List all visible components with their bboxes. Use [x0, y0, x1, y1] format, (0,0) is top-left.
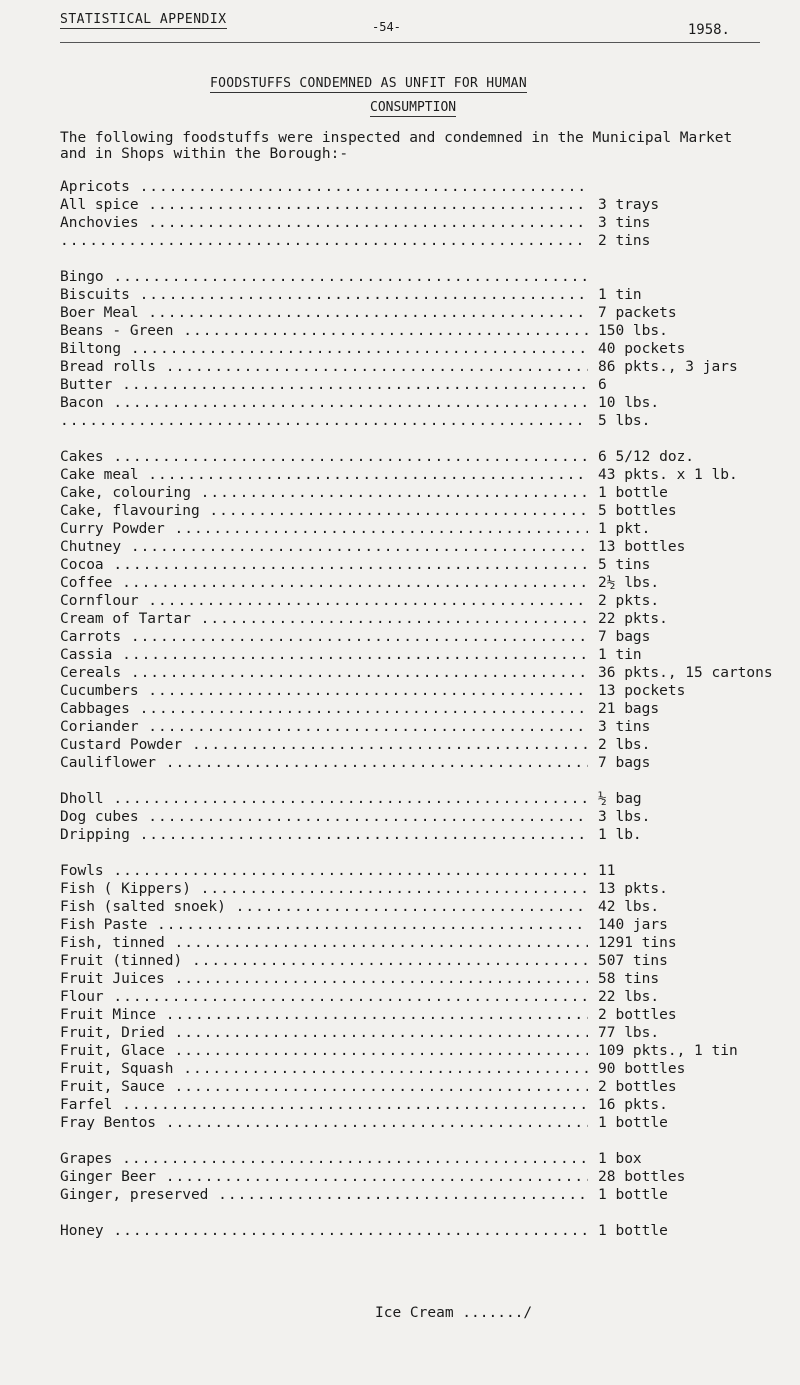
item-name: Boer Meal .....: [60, 304, 588, 322]
list-item: [60, 916, 790, 934]
item-quantity: 3 tins: [598, 215, 651, 231]
item-name: Bacon .....: [60, 394, 588, 412]
item-quantity: 5 lbs.: [598, 413, 651, 429]
list-item: [60, 214, 790, 232]
item-name: Custard Powder .....: [60, 736, 588, 754]
item-quantity: 6: [598, 377, 607, 393]
item-quantity: 3 lbs.: [598, 809, 651, 825]
item-name: Cucumbers .....: [60, 682, 588, 700]
list-item: [60, 394, 790, 412]
item-name: Fish, tinned .....: [60, 934, 588, 952]
item-name: Bread rolls .....: [60, 358, 588, 376]
page-number: -54-: [372, 20, 401, 34]
item-quantity: 1 bottle: [598, 1187, 668, 1203]
item-quantity: ½ bag: [598, 791, 642, 807]
item-quantity: 7 bags: [598, 755, 651, 771]
item-quantity: 2½ lbs.: [598, 575, 660, 591]
item-name: Chutney .....: [60, 538, 588, 556]
table-title-line2: CONSUMPTION: [370, 100, 457, 115]
list-item: [60, 466, 790, 484]
item-quantity: 2 tins: [598, 233, 651, 249]
item-quantity: 16 pkts.: [598, 1097, 668, 1113]
item-name: Cake, flavouring .....: [60, 502, 588, 520]
item-quantity: 21 bags: [598, 701, 660, 717]
item-name: Dog cubes .....: [60, 808, 588, 826]
item-name: Ginger, preserved .....: [60, 1186, 588, 1204]
item-name: Fish Paste .....: [60, 916, 588, 934]
item-name: Cocoa .....: [60, 556, 588, 574]
item-name: All spice .....: [60, 196, 588, 214]
item-quantity: 1 box: [598, 1151, 642, 1167]
list-item: [60, 718, 790, 736]
list-item: [60, 754, 790, 772]
list-item: [60, 952, 790, 970]
item-name: Grapes .....: [60, 1150, 588, 1168]
list-item: [60, 286, 790, 304]
item-quantity: 2 lbs.: [598, 737, 651, 753]
item-quantity: 1 bottle: [598, 1223, 668, 1239]
item-name: Biltong .....: [60, 340, 588, 358]
list-item: [60, 448, 790, 466]
group-spacer: [60, 1204, 790, 1222]
item-quantity: 77 lbs.: [598, 1025, 660, 1041]
item-quantity: 13 pockets: [598, 683, 686, 699]
list-item: [60, 682, 790, 700]
item-quantity: 40 pockets: [598, 341, 686, 357]
item-name: Coriander .....: [60, 718, 588, 736]
list-item: [60, 1114, 790, 1132]
list-item: [60, 358, 790, 376]
list-item: [60, 592, 790, 610]
list-item: [60, 340, 790, 358]
item-name: Fruit (tinned) .....: [60, 952, 588, 970]
item-quantity: 5 bottles: [598, 503, 677, 519]
item-name: Fruit, Sauce .....: [60, 1078, 588, 1096]
list-item: [60, 1078, 790, 1096]
item-name: Butter .....: [60, 376, 588, 394]
item-quantity: 1 pkt.: [598, 521, 651, 537]
list-item: [60, 610, 790, 628]
item-name: Cassia .....: [60, 646, 588, 664]
item-name: Ginger Beer .....: [60, 1168, 588, 1186]
list-item: [60, 988, 790, 1006]
item-quantity: 150 lbs.: [598, 323, 668, 339]
table-title: FOODSTUFFS CONDEMNED AS UNFIT FOR HUMAN: [210, 76, 527, 91]
item-name: Fruit, Glace .....: [60, 1042, 588, 1060]
item-name: Cereals .....: [60, 664, 588, 682]
group-spacer: [60, 844, 790, 862]
item-name: Fray Bentos .....: [60, 1114, 588, 1132]
item-quantity: 3 tins: [598, 719, 651, 735]
item-name: [60, 232, 588, 250]
item-quantity: 90 bottles: [598, 1061, 686, 1077]
item-name: Cake, colouring .....: [60, 484, 588, 502]
item-name: Fowls .....: [60, 862, 588, 880]
list-item: [60, 790, 790, 808]
item-name: [60, 412, 588, 430]
item-quantity: 507 tins: [598, 953, 668, 969]
item-quantity: 3 trays: [598, 197, 660, 213]
item-quantity: 1 bottle: [598, 1115, 668, 1131]
list-item: [60, 178, 790, 196]
item-quantity: 7 packets: [598, 305, 677, 321]
header-rule: [60, 42, 760, 43]
item-name: Fruit, Squash .....: [60, 1060, 588, 1078]
list-item: [60, 664, 790, 682]
list-item: [60, 826, 790, 844]
group-spacer: [60, 772, 790, 790]
list-item: [60, 934, 790, 952]
item-quantity: 11: [598, 863, 616, 879]
group-spacer: [60, 430, 790, 448]
list-item: [60, 1042, 790, 1060]
item-quantity: 58 tins: [598, 971, 660, 987]
item-name: Dripping .....: [60, 826, 588, 844]
item-quantity: 7 bags: [598, 629, 651, 645]
list-item: [60, 1024, 790, 1042]
item-name: Farfel .....: [60, 1096, 588, 1114]
item-name: Fruit, Dried .....: [60, 1024, 588, 1042]
item-name: Fish ( Kippers) .....: [60, 880, 588, 898]
item-name: Cake meal .....: [60, 466, 588, 484]
item-quantity: 2 bottles: [598, 1007, 677, 1023]
item-quantity: 1 lb.: [598, 827, 642, 843]
item-name: Carrots .....: [60, 628, 588, 646]
item-name: Curry Powder .....: [60, 520, 588, 538]
list-item: [60, 556, 790, 574]
item-quantity: 1 bottle: [598, 485, 668, 501]
list-item: [60, 736, 790, 754]
list-item: [60, 304, 790, 322]
list-item: [60, 412, 790, 430]
item-quantity: 2 bottles: [598, 1079, 677, 1095]
continuation-note: Ice Cream ......./: [375, 1305, 533, 1321]
list-item: [60, 520, 790, 538]
list-item: [60, 574, 790, 592]
group-spacer: [60, 250, 790, 268]
item-quantity: 6 5/12 doz.: [598, 449, 695, 465]
item-quantity: 22 lbs.: [598, 989, 660, 1005]
item-name: Cream of Tartar .....: [60, 610, 588, 628]
item-name: Flour .....: [60, 988, 588, 1006]
item-name: Cauliflower .....: [60, 754, 588, 772]
item-quantity: 109 pkts., 1 tin: [598, 1043, 738, 1059]
item-name: Beans - Green .....: [60, 322, 588, 340]
list-item: [60, 196, 790, 214]
item-name: Apricots .....: [60, 178, 588, 196]
list-item: [60, 1096, 790, 1114]
item-name: Cakes .....: [60, 448, 588, 466]
item-quantity: 140 jars: [598, 917, 668, 933]
item-quantity: 1 tin: [598, 287, 642, 303]
intro-paragraph: The following foodstuffs were inspected and condemned in the Municipal Market and in Shops within the Borough:-: [60, 130, 733, 162]
item-name: Dholl .....: [60, 790, 588, 808]
appendix-heading: STATISTICAL APPENDIX: [60, 12, 227, 27]
item-name: Fruit Mince .....: [60, 1006, 588, 1024]
list-item: [60, 646, 790, 664]
list-item: [60, 898, 790, 916]
item-quantity: 1 tin: [598, 647, 642, 663]
item-name: Biscuits .....: [60, 286, 588, 304]
item-quantity: 28 bottles: [598, 1169, 686, 1185]
item-name: Fruit Juices .....: [60, 970, 588, 988]
item-name: Coffee .....: [60, 574, 588, 592]
list-item: [60, 808, 790, 826]
list-item: [60, 1222, 790, 1240]
list-item: [60, 502, 790, 520]
list-item: [60, 376, 790, 394]
item-quantity: 22 pkts.: [598, 611, 668, 627]
list-item: [60, 268, 790, 286]
list-item: [60, 862, 790, 880]
foodstuffs-list: [60, 178, 790, 1240]
item-quantity: 36 pkts., 15 cartons: [598, 665, 773, 681]
list-item: [60, 1186, 790, 1204]
year-label: 1958.: [687, 22, 730, 38]
item-quantity: 1291 tins: [598, 935, 677, 951]
list-item: [60, 700, 790, 718]
item-quantity: 42 lbs.: [598, 899, 660, 915]
item-quantity: 10 lbs.: [598, 395, 660, 411]
item-name: Anchovies .....: [60, 214, 588, 232]
list-item: [60, 880, 790, 898]
item-quantity: 5 tins: [598, 557, 651, 573]
item-quantity: 86 pkts., 3 jars: [598, 359, 738, 375]
item-quantity: 2 pkts.: [598, 593, 660, 609]
list-item: [60, 232, 790, 250]
list-item: [60, 484, 790, 502]
item-name: Cabbages .....: [60, 700, 588, 718]
list-item: [60, 538, 790, 556]
item-name: Cornflour .....: [60, 592, 588, 610]
list-item: [60, 1060, 790, 1078]
item-quantity: 13 pkts.: [598, 881, 668, 897]
list-item: [60, 1150, 790, 1168]
list-item: [60, 970, 790, 988]
group-spacer: [60, 1132, 790, 1150]
list-item: [60, 1168, 790, 1186]
item-quantity: 43 pkts. x 1 lb.: [598, 467, 738, 483]
item-name: Honey .....: [60, 1222, 588, 1240]
list-item: [60, 1006, 790, 1024]
item-quantity: 13 bottles: [598, 539, 686, 555]
list-item: [60, 322, 790, 340]
item-name: Fish (salted snoek) .....: [60, 898, 588, 916]
list-item: [60, 628, 790, 646]
item-name: Bingo .....: [60, 268, 588, 286]
